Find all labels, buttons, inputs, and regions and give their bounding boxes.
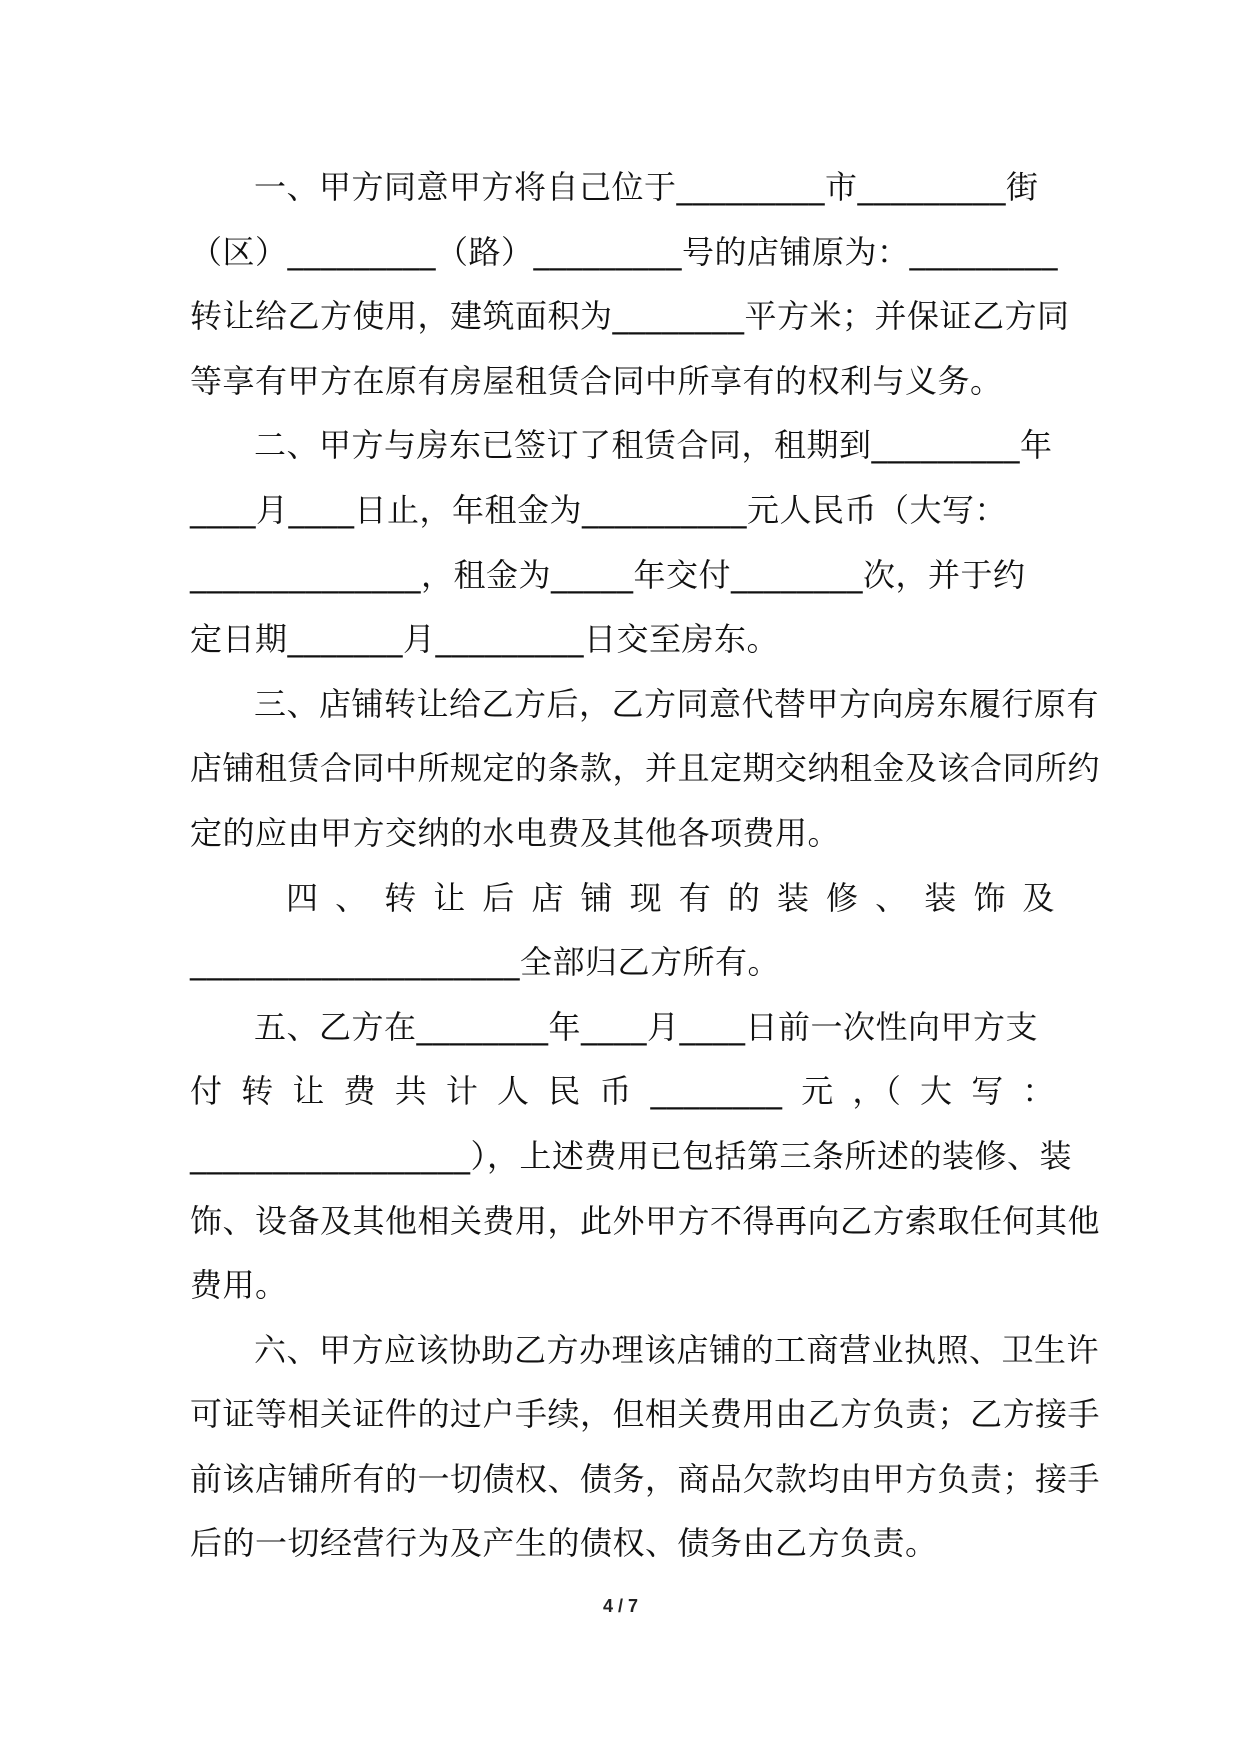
clause-2-line-2: ____月____日止，年租金为__________元人民币（大写： (190, 490, 1008, 529)
clause-5-line-3: _________________），上述费用已包括第三条所述的装修、装 (190, 1136, 1073, 1175)
clause-1 (190, 155, 1070, 413)
clause-4-word: 装 (776, 878, 810, 917)
clause-6-line-1: 六、甲方应该协助乙方办理该店铺的工商营业执照、卫生许 (254, 1330, 1100, 1369)
clause-5-word: ： (1022, 1072, 1055, 1111)
clause-5-blank: ________ (650, 1072, 783, 1111)
clause-5-word: 转 (241, 1072, 274, 1111)
clause-4-word: 、 (335, 878, 368, 917)
clause-5-line-2 (190, 1059, 1055, 1124)
clause-4-word: 的 (727, 878, 761, 917)
clause-2-line-3: ______________，租金为_____年交付________次，并于约 (190, 555, 1026, 594)
clause-4-word: 转 (384, 878, 417, 917)
clause-6-line-4: 后的一切经营行为及产生的债权、债务由乙方负责。 (190, 1524, 938, 1563)
clause-3-line-3: 定的应由甲方交纳的水电费及其他各项费用。 (190, 813, 841, 852)
clause-2-line-1: 二、甲方与房东已签订了租赁合同，租期到_________年 (254, 426, 1053, 465)
clause-2-line-4: 定日期_______月_________日交至房东。 (190, 620, 780, 659)
clause-5 (190, 995, 1101, 1318)
clause-5-word: 民 (548, 1072, 581, 1111)
clause-4-word: 饰 (973, 878, 1006, 917)
clause-5-word: 大 (920, 1072, 953, 1111)
clause-6 (190, 1318, 1101, 1576)
clause-5-word: 币 (599, 1072, 632, 1111)
clause-4-word: 、 (875, 878, 908, 917)
clause-1-line-3: 转让给乙方使用，建筑面积为________平方米；并保证乙方同 (190, 297, 1070, 336)
clause-4-word: 修 (826, 878, 859, 917)
clause-4-line-2: ____________________全部归乙方所有。 (190, 943, 781, 982)
clause-4-word: 铺 (580, 878, 614, 917)
clause-4-word: 有 (678, 878, 712, 917)
clause-1-line-2: （区）_________（路）_________号的店铺原为：_________ (190, 232, 1059, 271)
clause-4-word: 四 (286, 878, 319, 917)
clause-5-word: ，（ (852, 1072, 902, 1111)
clause-3-line-1: 三、店铺转让给乙方后，乙方同意代替甲方向房东履行原有 (254, 684, 1100, 723)
clause-4-word: 后 (482, 878, 515, 917)
clause-5-line-1: 五、乙方在________年____月____日前一次性向甲方支 (254, 1007, 1039, 1046)
clause-5-word: 元 (801, 1072, 834, 1111)
clause-4-word: 现 (629, 878, 663, 917)
clause-4-word: 装 (924, 878, 957, 917)
clause-5-word: 付 (190, 1072, 223, 1111)
clause-5-word: 写 (971, 1072, 1004, 1111)
clause-3 (190, 672, 1101, 866)
clause-5-line-4: 饰、设备及其他相关费用，此外甲方不得再向乙方索取任何其他 (190, 1201, 1101, 1240)
clause-5-word: 计 (445, 1072, 479, 1111)
clause-4-word: 店 (531, 878, 564, 917)
clause-4-line-1 (190, 866, 1055, 931)
clause-4-word: 让 (433, 878, 466, 917)
clause-2 (190, 413, 1055, 671)
clause-5-line-5: 费用。 (190, 1266, 288, 1305)
page-number: 4 / 7 (602, 1596, 639, 1616)
clause-5-word: 共 (394, 1072, 428, 1111)
clause-1-line-4: 等享有甲方在原有房屋租赁合同中所享有的权利与义务。 (190, 361, 1003, 400)
clause-5-word: 让 (292, 1072, 325, 1111)
clause-4-word: 及 (1022, 878, 1055, 917)
clause-5-word: 人 (497, 1072, 530, 1111)
document-body (190, 155, 1101, 1576)
clause-5-word: 费 (343, 1072, 377, 1111)
clause-6-line-2: 可证等相关证件的过户手续，但相关费用由乙方负责；乙方接手 (190, 1395, 1101, 1434)
clause-1-line-1: 一、甲方同意甲方将自己位于_________市_________街 (254, 168, 1039, 206)
clause-6-line-3: 前该店铺所有的一切债权、债务，商品欠款均由甲方负责；接手 (190, 1459, 1101, 1498)
clause-3-line-2: 店铺租赁合同中所规定的条款，并且定期交纳租金及该合同所约 (190, 749, 1101, 788)
clause-4 (190, 866, 1055, 995)
